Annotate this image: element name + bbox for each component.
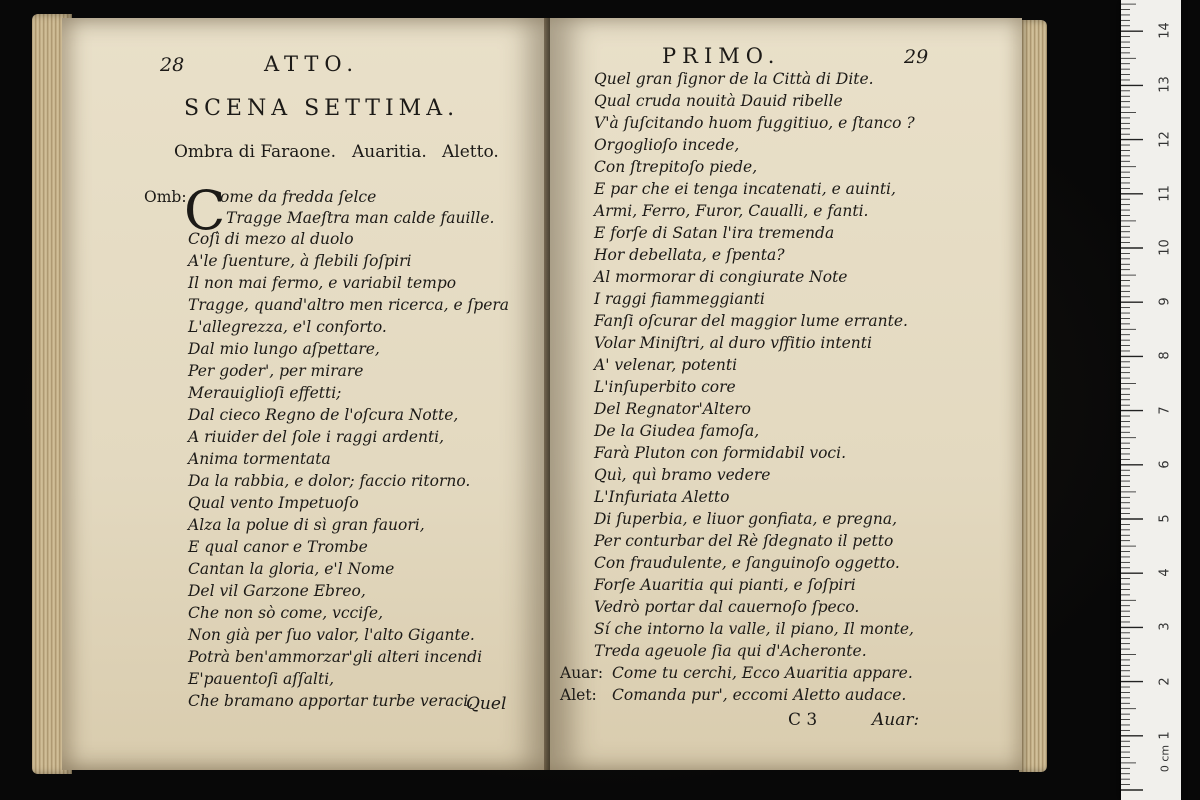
verse-line: E par che ei tenga incatenati, e auinti, [594,180,896,198]
ruler-number: 10 [1157,239,1173,256]
ruler-number: 4 [1157,568,1173,577]
ruler-number: 9 [1157,297,1173,306]
right-fore-edge [1019,20,1047,772]
verse-line: Coſì di mezo al duolo [188,230,354,248]
verse-line: Che bramano apportar turbe veraci, [188,692,474,710]
cast-member: Auaritia. [352,142,427,162]
ruler-number: 2 [1157,676,1173,686]
verse-line: Del Regnator'Altero [594,400,751,418]
scene-title: SCENA SETTIMA. [184,96,460,121]
verse-line: Volar Miniſtri, al duro vffitio intenti [594,334,872,352]
verse-line: Quì, quì bramo vedere [594,466,771,484]
verse-line: Di ſuperbia, e liuor gonfiata, e pregna, [594,510,897,528]
verse-line: Che non sò come, vcciſe, [188,604,384,622]
verse-line: L'allegrezza, e'l conforto. [188,318,387,336]
ruler-number: 7 [1157,405,1173,415]
speaker-label: Alet: [560,686,597,704]
verse-line: Vedrò portar dal cauernoſo ſpeco. [594,598,860,616]
verse-line: Anima tormentata [188,450,331,468]
verse-line: L'Infuriata Aletto [594,488,730,506]
dialogue-line: Come tu cerchi, Ecco Auaritia appare. [612,664,913,682]
left-page-number: 28 [160,54,185,76]
verse-line: De la Giudea famoſa, [594,422,760,440]
left-page [62,18,550,770]
verse-line: Non già per ſuo valor, l'alto Gigante. [188,626,475,644]
speaker-label: Omb: [144,188,187,206]
open-book [32,8,1047,780]
ruler-number: 3 [1157,622,1173,632]
verse-line: E qual canor e Trombe [188,538,368,556]
right-running-head: PRIMO. [662,44,781,68]
cast-member: Ombra di Faraone. [174,142,337,162]
verse-line: Qual vento Impetuoſo [188,494,359,512]
ruler-unit-label: 0 cm [1158,744,1172,773]
verse-line: Cantan la gloria, e'l Nome [188,560,395,578]
verse-line: Al mormorar di congiurate Note [594,268,848,286]
ruler-number: 1 [1157,731,1173,740]
signature-mark: C 3 [788,710,818,730]
verse-line: Fanſi oſcurar del maggior lume errante. [594,312,908,330]
ruler-number: 8 [1157,351,1173,361]
verse-list [188,228,509,712]
verse-line: A' velenar, potenti [594,356,738,374]
ruler-number: 5 [1157,514,1173,523]
verse-line: A'le ſuenture, à flebili ſoſpiri [188,252,412,270]
verse-line: Merauiglioſi effetti; [188,384,342,402]
ruler-number: 14 [1157,22,1173,39]
verse-line: Hor debellata, e ſpenta? [594,246,785,264]
verse-line: Forſe Auaritia qui pianti, e ſoſpiri [594,576,856,594]
verse-line: Alza la polue di sì gran fauori, [188,516,425,534]
verse-line: Dal cieco Regno de l'oſcura Notte, [188,406,459,424]
verse-line: E forſe di Satan l'ira tremenda [594,224,835,242]
catchword: Auar: [872,710,920,730]
verse-line: E'pauentoſi aſſalti, [188,670,335,688]
verse-line: Dal mio lungo aſpettare, [188,340,380,358]
right-page [550,18,1022,770]
verse-line: Qual cruda nouità Dauid ribelle [594,92,843,110]
verse-line: Per conturbar del Rè ſdegnato il petto [594,532,894,550]
verse-line: V'à ſuſcitando huom fuggitiuo, e ſtanco ? [594,114,915,132]
verse-line: Con fraudulente, e ſanguinoſo oggetto. [594,554,900,572]
left-running-head: ATTO. [264,52,360,76]
verse-line: Da la rabbia, e dolor; faccio ritorno. [188,472,471,490]
verse-line: L'inſuperbito core [594,378,736,396]
verse-line: Orgoglioſo incede, [594,136,740,154]
measurement-ruler [1121,0,1181,800]
verse-line: Tragge Maeſtra man calde fauille. [226,209,495,227]
verse-line: A riuider del ſole i raggi ardenti, [188,428,445,446]
ruler-number: 13 [1157,76,1173,94]
verse-line: Per goder', per mirare [188,362,364,380]
verse-line: Quel gran ſignor de la Città di Dite. [594,70,874,88]
verse-line: Con ſtrepitoſo piede, [594,158,758,176]
verse-line: Tragge, quand'altro men ricerca, e ſpera [188,296,510,314]
ruler-number: 11 [1157,185,1173,202]
verse-line: Del vil Garzone Ebreo, [188,582,366,600]
cast-member: Aletto. [442,142,499,162]
right-page-number: 29 [904,46,929,68]
verse-list [594,68,915,662]
verse-line: Il non mai fermo, e variabil tempo [188,274,457,292]
dialogue-line: Comanda pur', eccomi Aletto audace. [612,686,907,704]
drop-cap: C [184,179,226,242]
ruler-number: 12 [1157,130,1173,148]
speaker-label: Auar: [560,664,604,682]
verse-line: Treda ageuole ſia qui d'Acheronte. [594,642,867,660]
verse-line: I raggi fiammeggianti [594,290,765,308]
verse-line: Potrà ben'ammorzar'gli alteri incendi [188,648,483,666]
verse-line: ome da fredda ſelce [220,188,377,206]
verse-line: Sí che intorno la valle, il piano, Il monte, [594,620,914,638]
ruler-number: 6 [1157,460,1173,469]
verse-line: Farà Pluton con formidabil voci. [594,444,846,462]
verse-line: Armi, Ferro, Furor, Caualli, e fanti. [594,202,869,220]
catchword: Quel [466,694,507,714]
